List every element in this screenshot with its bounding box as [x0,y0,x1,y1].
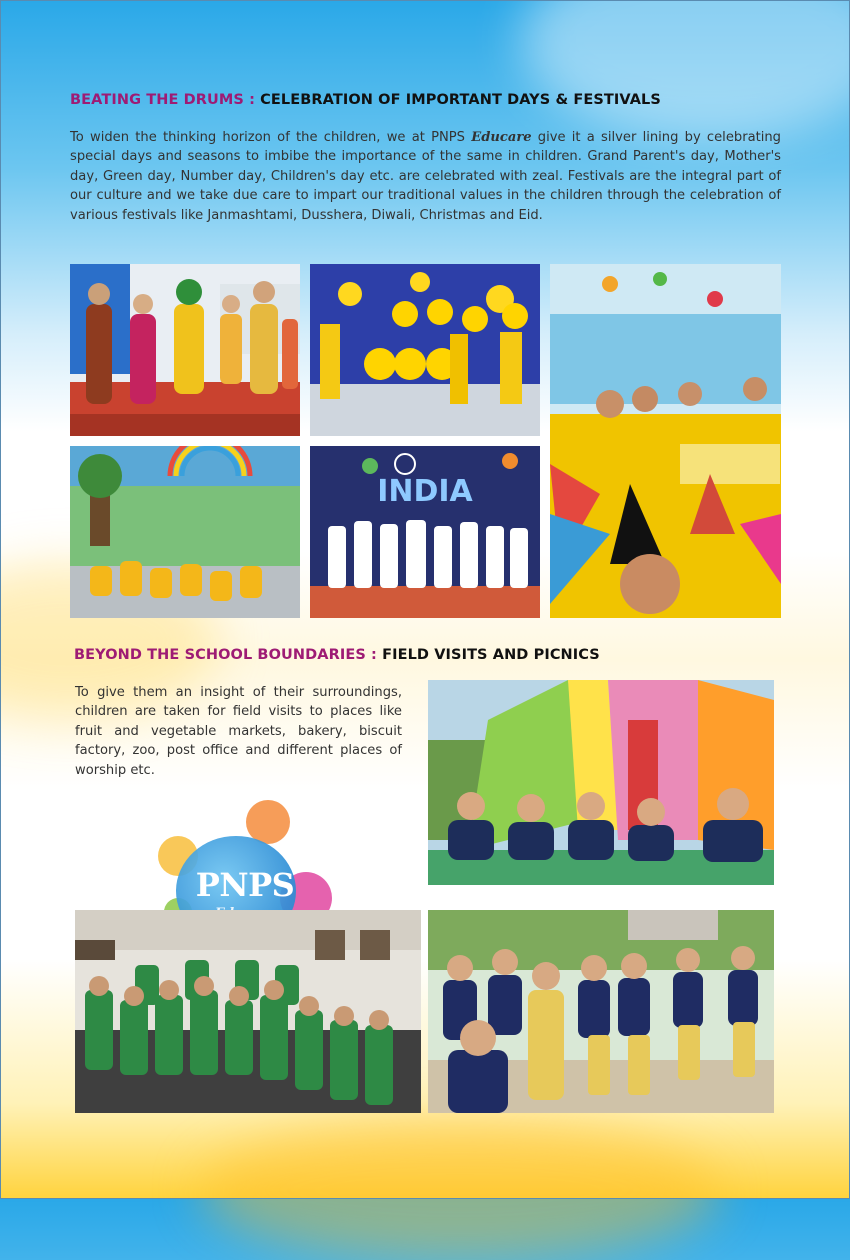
photo-emoji-day [310,264,540,436]
para-text-1: To widen the thinking horizon of the children, we at PNPS [70,130,472,145]
section-heading-celebrations [70,92,661,108]
heading-highlight: BEATING THE DRUMS : [70,92,255,108]
celebrations-paragraph [70,128,781,225]
brand-name: Educare [471,130,532,145]
photo-green-day [70,446,300,618]
field-visits-paragraph: To give them an insight of their surroundings, children are taken for field visits to places like fruit and vegetable markets, bakery, biscuit factory, zoo, post office and different places of worship etc. [75,685,402,778]
photo-birthday-party [550,264,781,618]
heading-rest: FIELD VISITS AND PICNICS [376,647,600,663]
para-text-2: give it a silver lining by celebrating special days and seasons to imbibe the importance of the same in children. Grand Parent's day, Mother's day, Green day, Number day, Children's day etc. are celebrated with zeal. Festivals are the integral part of our culture and we take due care to impart our traditional values in the children through the celebration of various festivals like Janmashtami, Dusshera, Diwali, Christmas and Eid. [70,130,781,223]
section-heading-field-visits [74,647,600,663]
photo-park-visit [428,910,774,1113]
photo-india-day [310,446,540,618]
logo-main-text: PNPS [195,866,295,904]
photo-inflatable-slide [428,680,774,885]
india-sign-text: INDIA [377,474,473,509]
photo-auditorium-visit [75,910,421,1113]
heading-rest: CELEBRATION OF IMPORTANT DAYS & FESTIVALS [255,92,661,108]
heading-highlight: BEYOND THE SCHOOL BOUNDARIES : [74,647,377,663]
photo-stage-costumes [70,264,300,436]
